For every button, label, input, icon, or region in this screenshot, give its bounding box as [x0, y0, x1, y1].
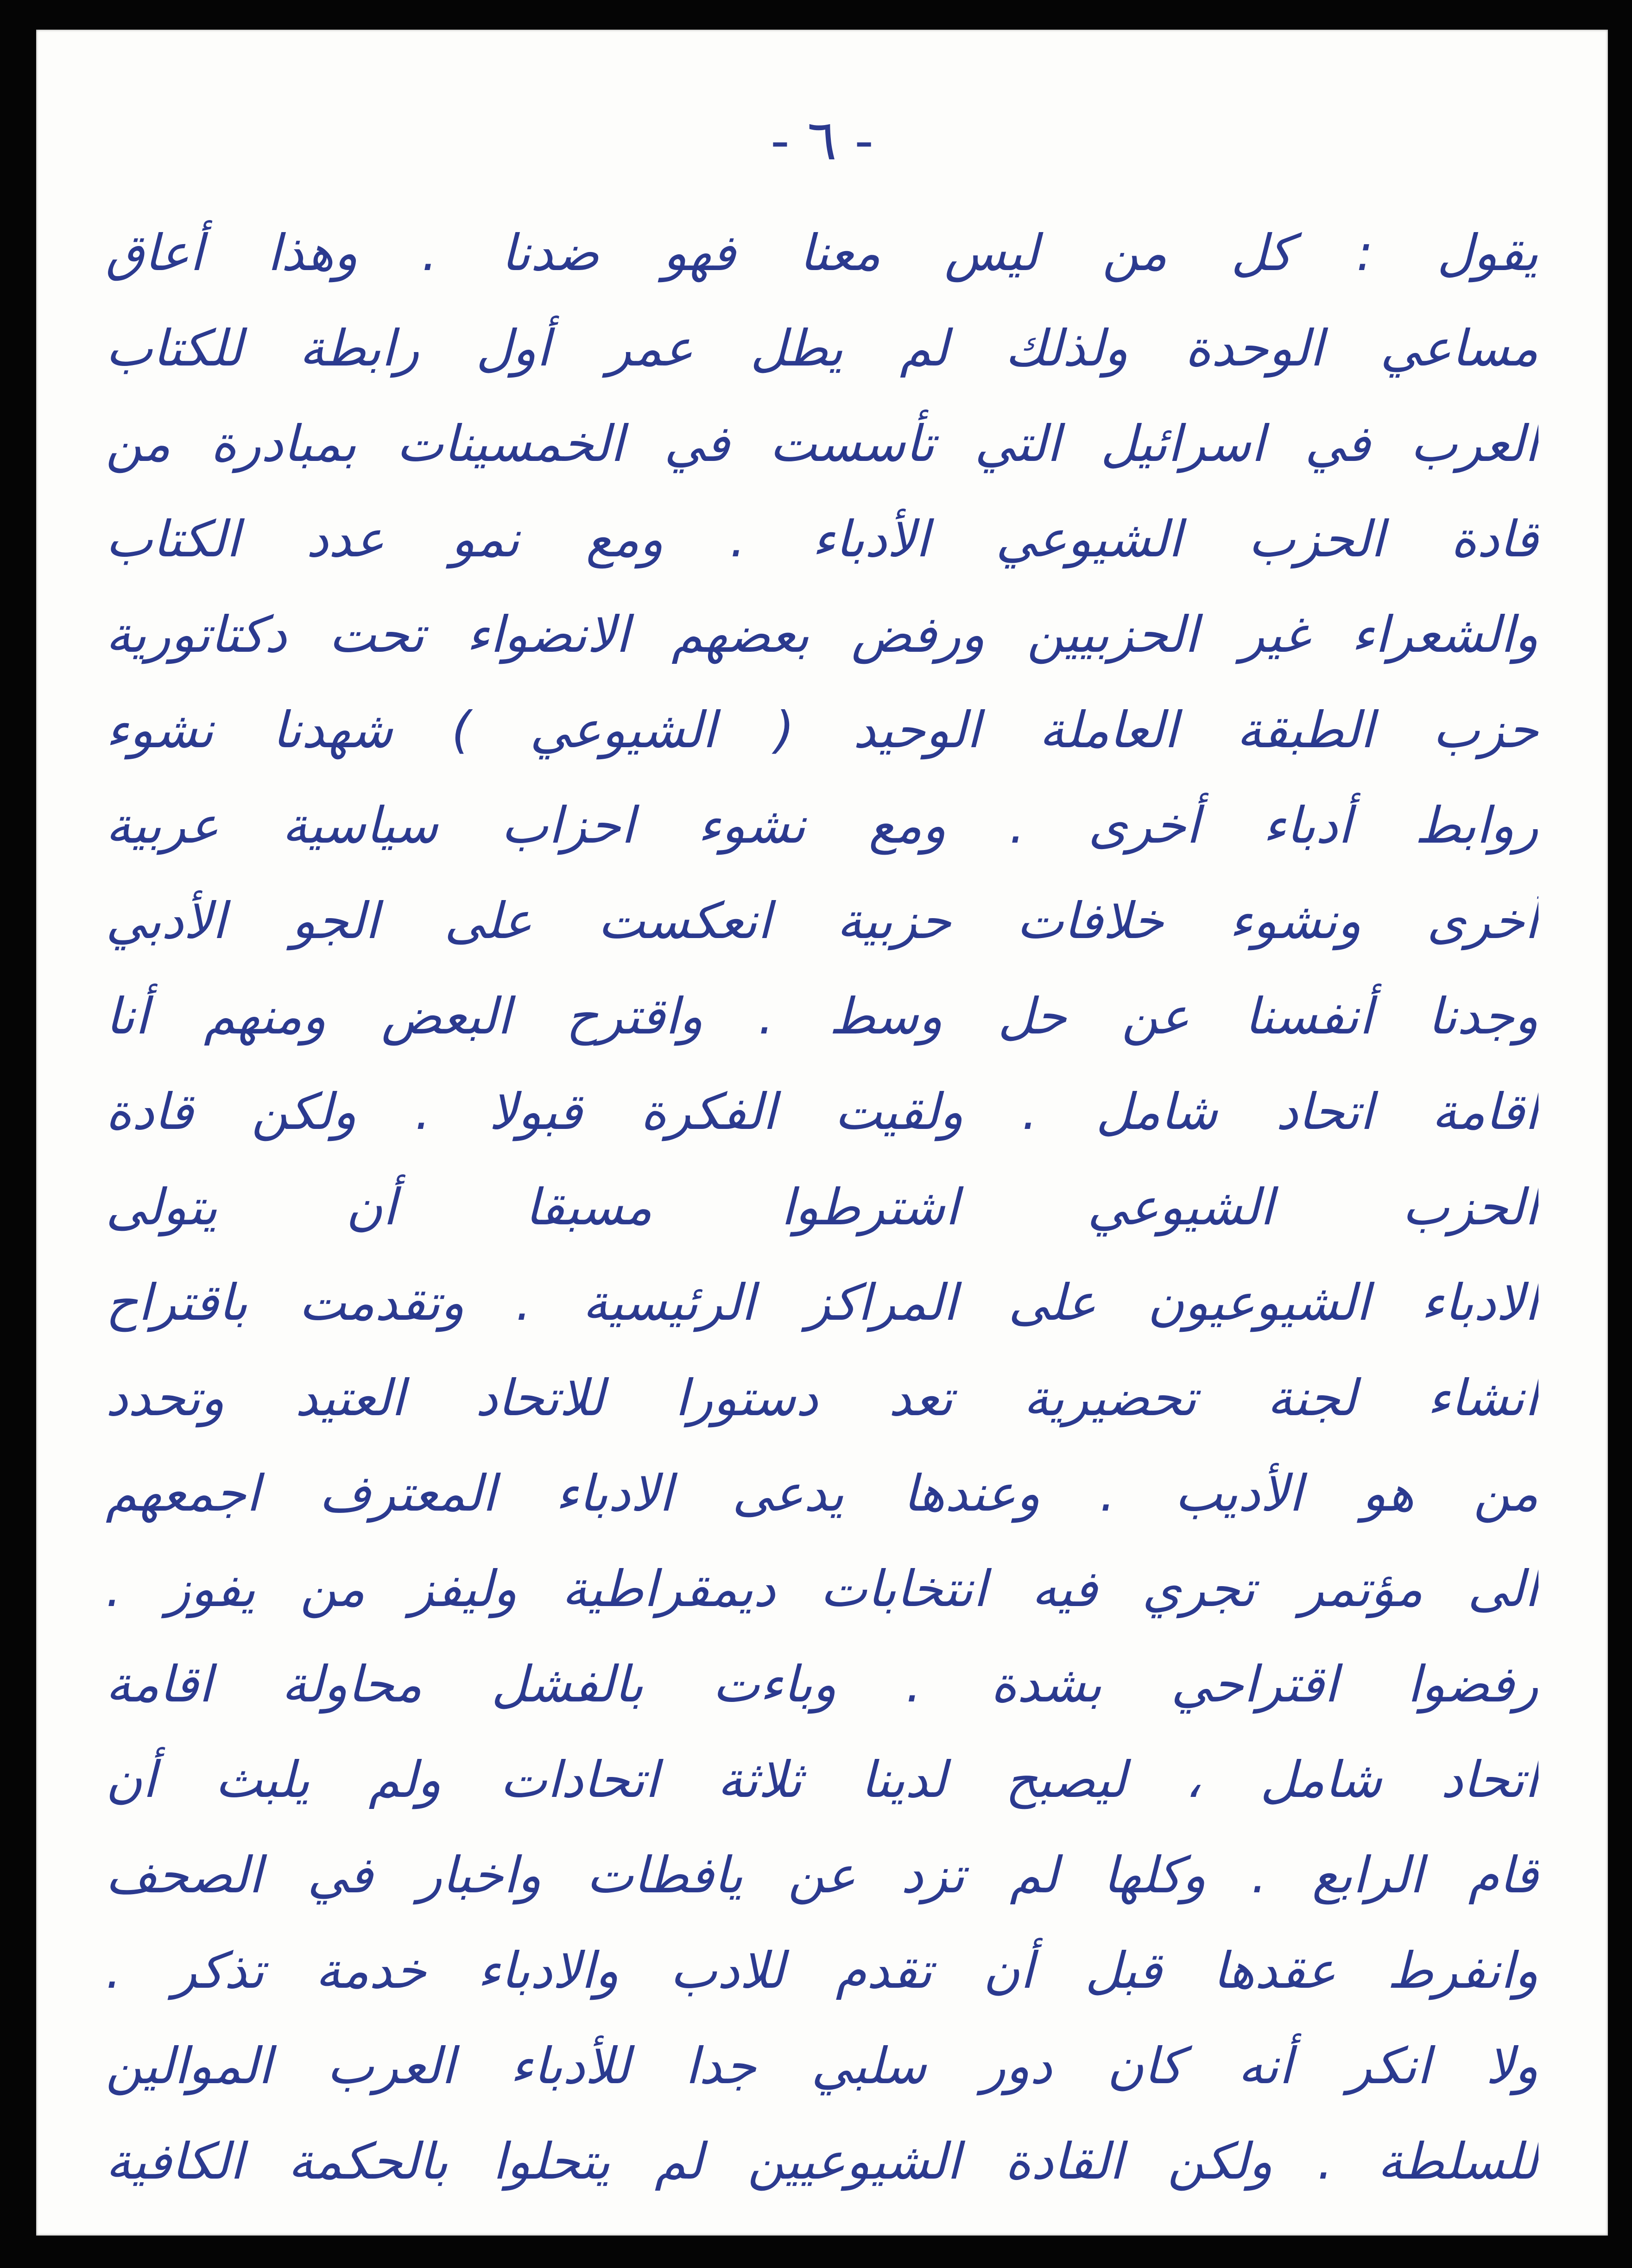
handwritten-body — [106, 206, 1538, 2210]
text-line: وجدنا أنفسنا عن حل وسط . واقترح البعض ومنهم أنا — [106, 988, 1538, 1046]
text-line: ولا انكر أنه كان دور سلبي جدا للأدباء العرب الموالين — [106, 2037, 1538, 2095]
text-line: حزب الطبقة العاملة الوحيد ( الشيوعي ) شهدنا نشوء — [106, 701, 1538, 759]
text-line: العرب في اسرائيل التي تأسست في الخمسينات بمبادرة من — [106, 415, 1538, 473]
text-line: الى مؤتمر تجري فيه انتخابات ديمقراطية وليفز من يفوز . — [106, 1560, 1538, 1618]
page-number: - ٦ - — [771, 108, 873, 173]
manuscript-page — [36, 30, 1608, 2236]
text-line: رفضوا اقتراحي بشدة . وباءت بالفشل محاولة اقامة — [106, 1656, 1538, 1714]
text-line: من هو الأديب . وعندها يدعى الادباء المعترف اجمعهم — [106, 1465, 1538, 1523]
text-line: قام الرابع . وكلها لم تزد عن يافطات واخبار في الصحف — [106, 1846, 1538, 1904]
text-line: يقول : كل من ليس معنا فهو ضدنا . وهذا أعاق — [106, 224, 1538, 282]
text-line: والشعراء غير الحزبيين ورفض بعضهم الانضواء تحت دكتاتورية — [106, 606, 1538, 664]
text-line: قادة الحزب الشيوعي الأدباء . ومع نمو عدد الكتاب — [106, 510, 1538, 568]
text-line: الحزب الشيوعي اشترطوا مسبقا أن يتولى — [106, 1178, 1538, 1236]
text-line: الادباء الشيوعيون على المراكز الرئيسية . وتقدمت باقتراح — [106, 1274, 1538, 1332]
text-line: أخرى ونشوء خلافات حزبية انعكست على الجو الأدبي — [106, 892, 1538, 950]
text-line: مساعي الوحدة ولذلك لم يطل عمر أول رابطة للكتاب — [106, 320, 1538, 378]
text-line: اقامة اتحاد شامل . ولقيت الفكرة قبولا . ولكن قادة — [106, 1083, 1538, 1141]
text-line: وانفرط عقدها قبل أن تقدم للادب والادباء خدمة تذكر . — [106, 1942, 1538, 2000]
text-line: انشاء لجنة تحضيرية تعد دستورا للاتحاد العتيد وتحدد — [106, 1369, 1538, 1427]
text-line: اتحاد شامل ، ليصبح لدينا ثلاثة اتحادات ولم يلبث أن — [106, 1751, 1538, 1809]
text-line: روابط أدباء أخرى . ومع نشوء احزاب سياسية عربية — [106, 797, 1538, 855]
text-line: للسلطة . ولكن القادة الشيوعيين لم يتحلوا بالحكمة الكافية — [106, 2133, 1538, 2191]
